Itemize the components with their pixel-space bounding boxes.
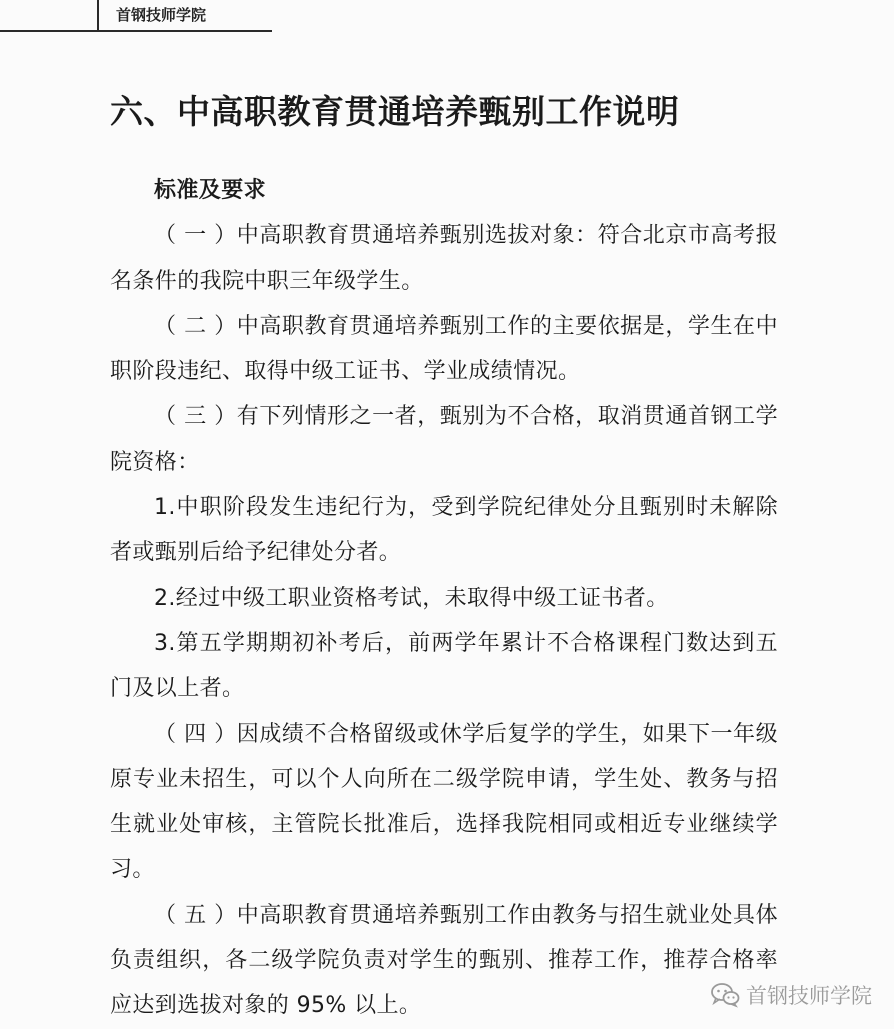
wechat-icon — [710, 982, 740, 1008]
paragraph: （ 一 ）中高职教育贯通培养甄别选拔对象：符合北京市高考报名条件的我院中职三年级学生。 — [110, 223, 778, 294]
paragraph: （ 五 ）中高职教育贯通培养甄别工作由教务与招生就业处具体负责组织，各二级学院负责对学生的甄别、推荐工作，推荐合格率应达到选拔对象的 95% 以上。 — [110, 902, 778, 1019]
paragraph: （ 二 ）中高职教育贯通培养甄别工作的主要依据是，学生在中职阶段违纪、取得中级工证书、学业成绩情况。 — [110, 313, 778, 385]
page-header — [0, 0, 272, 32]
paragraph: 3.第五学期期初补考后，前两学年累计不合格课程门数达到五门及以上者。 — [110, 630, 778, 702]
paragraph: （ 三 ）有下列情形之一者，甄别为不合格，取消贯通首钢工学院资格： — [110, 404, 778, 475]
document-body — [110, 168, 778, 1029]
header-divider — [97, 0, 99, 30]
section-heading: 六、中高职教育贯通培养甄别工作说明 — [110, 92, 680, 131]
watermark-text: 首钢技师学院 — [746, 984, 872, 1008]
subsection-title: 标准及要求 — [154, 178, 267, 203]
paragraph: 1.中职阶段发生违纪行为，受到学院纪律处分且甄别时未解除者或甄别后给予纪律处分者。 — [110, 495, 778, 566]
paragraph: 2.经过中级工职业资格考试，未取得中级工证书者。 — [154, 585, 669, 611]
paragraph: （ 四 ）因成绩不合格留级或休学后复学的学生，如果下一年级原专业未招生，可以个人向所在二级学院申请，学生处、教务与招生就业处审核，主管院长批准后，选择我院相同或相近专业继续学习。 — [110, 721, 778, 883]
header-school-name: 首钢技师学院 — [116, 6, 207, 24]
wechat-watermark — [710, 980, 872, 1010]
